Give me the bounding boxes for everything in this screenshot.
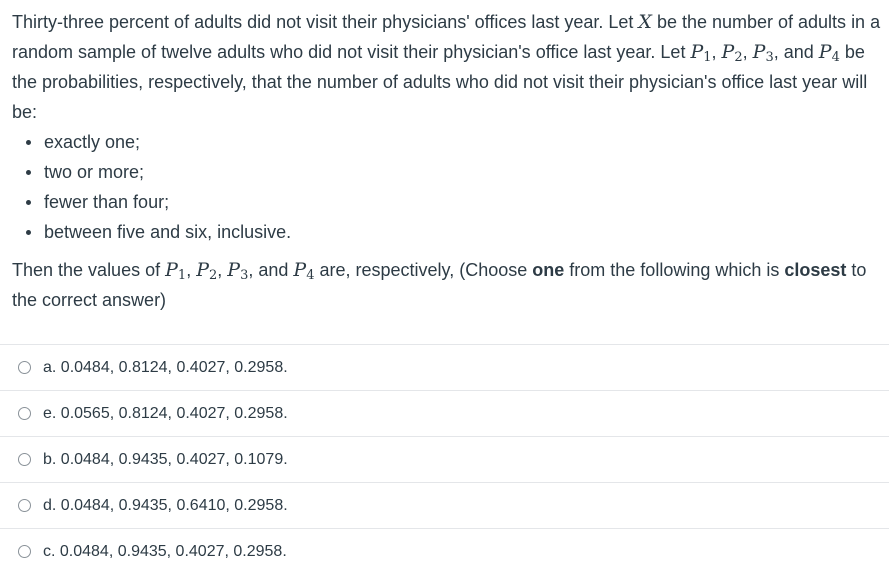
p1-symbol: $P_1$ <box>690 41 712 65</box>
answer-options <box>0 344 889 574</box>
question-intro: Thirty-three percent of adults did not visit their physicians' offices last year. Let X be the number of adults in a random sample of twelve adults who did not visit their physician's office last year. Let $P_1$, $P_2$, $P_3$, and $P_4$ be the probabilities, respectively, that the number of adults who did not visit their physician's office last year will be: <box>12 11 881 122</box>
condition-item: fewer than four; <box>12 187 884 217</box>
p4-symbol: $P_4$ <box>818 41 840 65</box>
p3-symbol: $P_3$ <box>752 41 774 65</box>
p4-symbol: $P_4$ <box>293 259 315 283</box>
answer-option-c[interactable] <box>0 528 889 574</box>
question-instruction: Then the values of $P_1$, $P_2$, $P_3$, and $P_4$ are, respectively, (Choose one from the following which is closest to the correct answer) <box>12 259 867 310</box>
answer-label: d. 0.0484, 0.9435, 0.6410, 0.2958. <box>43 496 288 514</box>
p3-symbol: $P_3$ <box>227 259 249 283</box>
p2-symbol: $P_2$ <box>721 41 743 65</box>
variable-x: X <box>638 11 652 33</box>
answer-label: e. 0.0565, 0.8124, 0.4027, 0.2958. <box>43 404 288 422</box>
answer-label: b. 0.0484, 0.9435, 0.4027, 0.1079. <box>43 450 288 468</box>
radio-button-icon[interactable] <box>18 453 31 466</box>
radio-button-icon[interactable] <box>18 545 31 558</box>
radio-button-icon[interactable] <box>18 407 31 420</box>
condition-item: two or more; <box>12 157 884 187</box>
answer-option-e[interactable] <box>0 390 889 436</box>
question-text <box>12 7 884 315</box>
answer-option-d[interactable] <box>0 482 889 528</box>
radio-button-icon[interactable] <box>18 499 31 512</box>
radio-button-icon[interactable] <box>18 361 31 374</box>
answer-label: c. 0.0484, 0.9435, 0.4027, 0.2958. <box>43 542 287 560</box>
answer-option-b[interactable] <box>0 436 889 482</box>
answer-option-a[interactable] <box>0 344 889 390</box>
p2-symbol: $P_2$ <box>196 259 218 283</box>
p1-symbol: $P_1$ <box>165 259 187 283</box>
condition-item: between five and six, inclusive. <box>12 217 884 247</box>
answer-label: a. 0.0484, 0.8124, 0.4027, 0.2958. <box>43 358 288 376</box>
condition-item: exactly one; <box>12 127 884 157</box>
conditions-list <box>12 127 884 247</box>
